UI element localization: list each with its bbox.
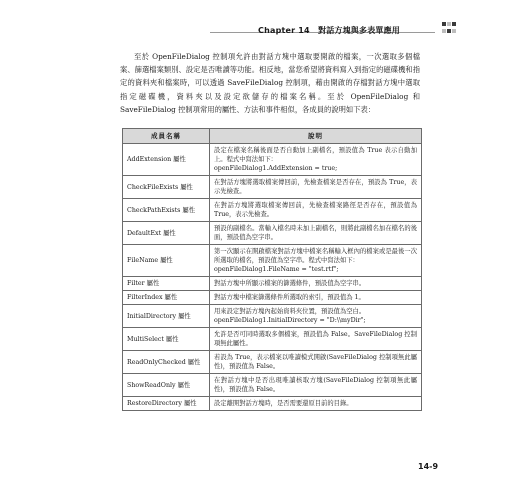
member-description <box>210 374 422 397</box>
description-line: openFileDialog1.FileName = "test.rtf"; <box>214 266 339 273</box>
table-row <box>123 277 422 291</box>
member-description <box>210 144 422 176</box>
description-line: 對話方塊中檔案篩選條件所選取的索引，預設值為 1。 <box>214 294 365 301</box>
description-line: 設定離開對話方塊時，是否需要還原目前的目錄。 <box>214 400 353 407</box>
chapter-dots-icon <box>442 22 456 34</box>
member-name: Filter 屬性 <box>123 277 210 291</box>
table-row <box>123 397 422 411</box>
member-description <box>210 222 422 245</box>
member-name: CheckFileExists 屬性 <box>123 176 210 199</box>
member-name: ShowReadOnly 屬性 <box>123 374 210 397</box>
members-table <box>122 128 422 411</box>
intro-paragraph: 至於 OpenFileDialog 控制項允許由對話方塊中選取要開啟的檔案，一次選取多個檔案、篩選檔案類別、設定是否唯讀等功能。相反地，當您希望將資料寫入到指定的磁碟機和指定的資料夾和檔案時，可以透過 SaveFileDialog 控制項，藉由開啟的存檔對話方塊中選取指定磁碟機，資料夾以及設定欲儲存的檔案名稱。至於 OpenFileDialog 和 SaveFileDialog 控制項常用的屬性、方法和事件相似，各成員的說明如下表： <box>120 52 420 114</box>
description-line: 在對話方塊將選取檔案傳回前，先檢查檔案路徑是否存在，預設值為 True，表示先檢查。 <box>214 202 417 218</box>
member-description <box>210 351 422 374</box>
description-line: openFileDialog1.InitialDirectory = "D:\\myDir"; <box>214 317 366 324</box>
table-row <box>123 374 422 397</box>
table-row <box>123 199 422 222</box>
header-description: 說明 <box>210 129 422 144</box>
description-line: 第一次顯示在開啟檔案對話方塊中檔案名稱輸入框內的檔案或是最後一次所選取的檔名，預設值為空字串。程式中寫法如下： <box>214 248 417 264</box>
member-name: InitialDirectory 屬性 <box>123 305 210 328</box>
member-description <box>210 305 422 328</box>
header-member-name: 成員名稱 <box>123 129 210 144</box>
table-row <box>123 176 422 199</box>
description-line: 在對話方塊中是否出現唯讀核取方塊(SaveFileDialog 控制項無此屬性)，預設值為 False。 <box>214 377 417 393</box>
description-line: 允許是否可同時選取多個檔案，預設值為 False。SaveFileDialog 控制項無此屬性。 <box>214 331 417 347</box>
member-name: FilterIndex 屬性 <box>123 291 210 305</box>
member-description <box>210 328 422 351</box>
page-header <box>0 8 520 35</box>
page-number: 14-9 <box>418 462 439 471</box>
member-name: RestoreDirectory 屬性 <box>123 397 210 411</box>
member-description <box>210 245 422 277</box>
chapter-title: Chapter 14 對話方塊與多表單應用 <box>258 26 401 35</box>
member-description <box>210 291 422 305</box>
table-row <box>123 144 422 176</box>
description-line: 若設為 True，表示檔案以唯讀模式開啟(SaveFileDialog 控制項無此屬性)，預設值為 False。 <box>214 354 417 370</box>
member-description <box>210 176 422 199</box>
table-row <box>123 351 422 374</box>
member-name: FileName 屬性 <box>123 245 210 277</box>
description-line: 在對話方塊將選取檔案傳回前，先檢查檔案是否存在，預設為 True，表示先檢查。 <box>214 179 417 195</box>
table-row <box>123 291 422 305</box>
member-description <box>210 277 422 291</box>
description-line: 對話方塊中所顯示檔案的篩選條件，預設值為空字串。 <box>214 280 366 287</box>
table-header-row <box>123 129 422 144</box>
member-name: CheckPathExists 屬性 <box>123 199 210 222</box>
description-line: 預設的副檔名。當輸入檔名時未加上副檔名，則將此副檔名加在檔名的後面，預設值為空字串。 <box>214 225 417 241</box>
member-name: DefaultExt 屬性 <box>123 222 210 245</box>
description-line: 用來設定對話方塊內起始資料夾位置，預設值為空白。 <box>214 308 366 315</box>
member-description <box>210 397 422 411</box>
description-line: 設定在檔案名稱後面是否自動加上副檔名，預設值為 True 表示自動加上。程式中寫法如下： <box>214 147 417 163</box>
member-name: AddExtension 屬性 <box>123 144 210 176</box>
table-row <box>123 328 422 351</box>
member-name: ReadOnlyChecked 屬性 <box>123 351 210 374</box>
table-row <box>123 222 422 245</box>
table-row <box>123 245 422 277</box>
member-description <box>210 199 422 222</box>
member-name: MultiSelect 屬性 <box>123 328 210 351</box>
description-line: openFileDialog1.AddExtension = true; <box>214 165 338 172</box>
table-row <box>123 305 422 328</box>
